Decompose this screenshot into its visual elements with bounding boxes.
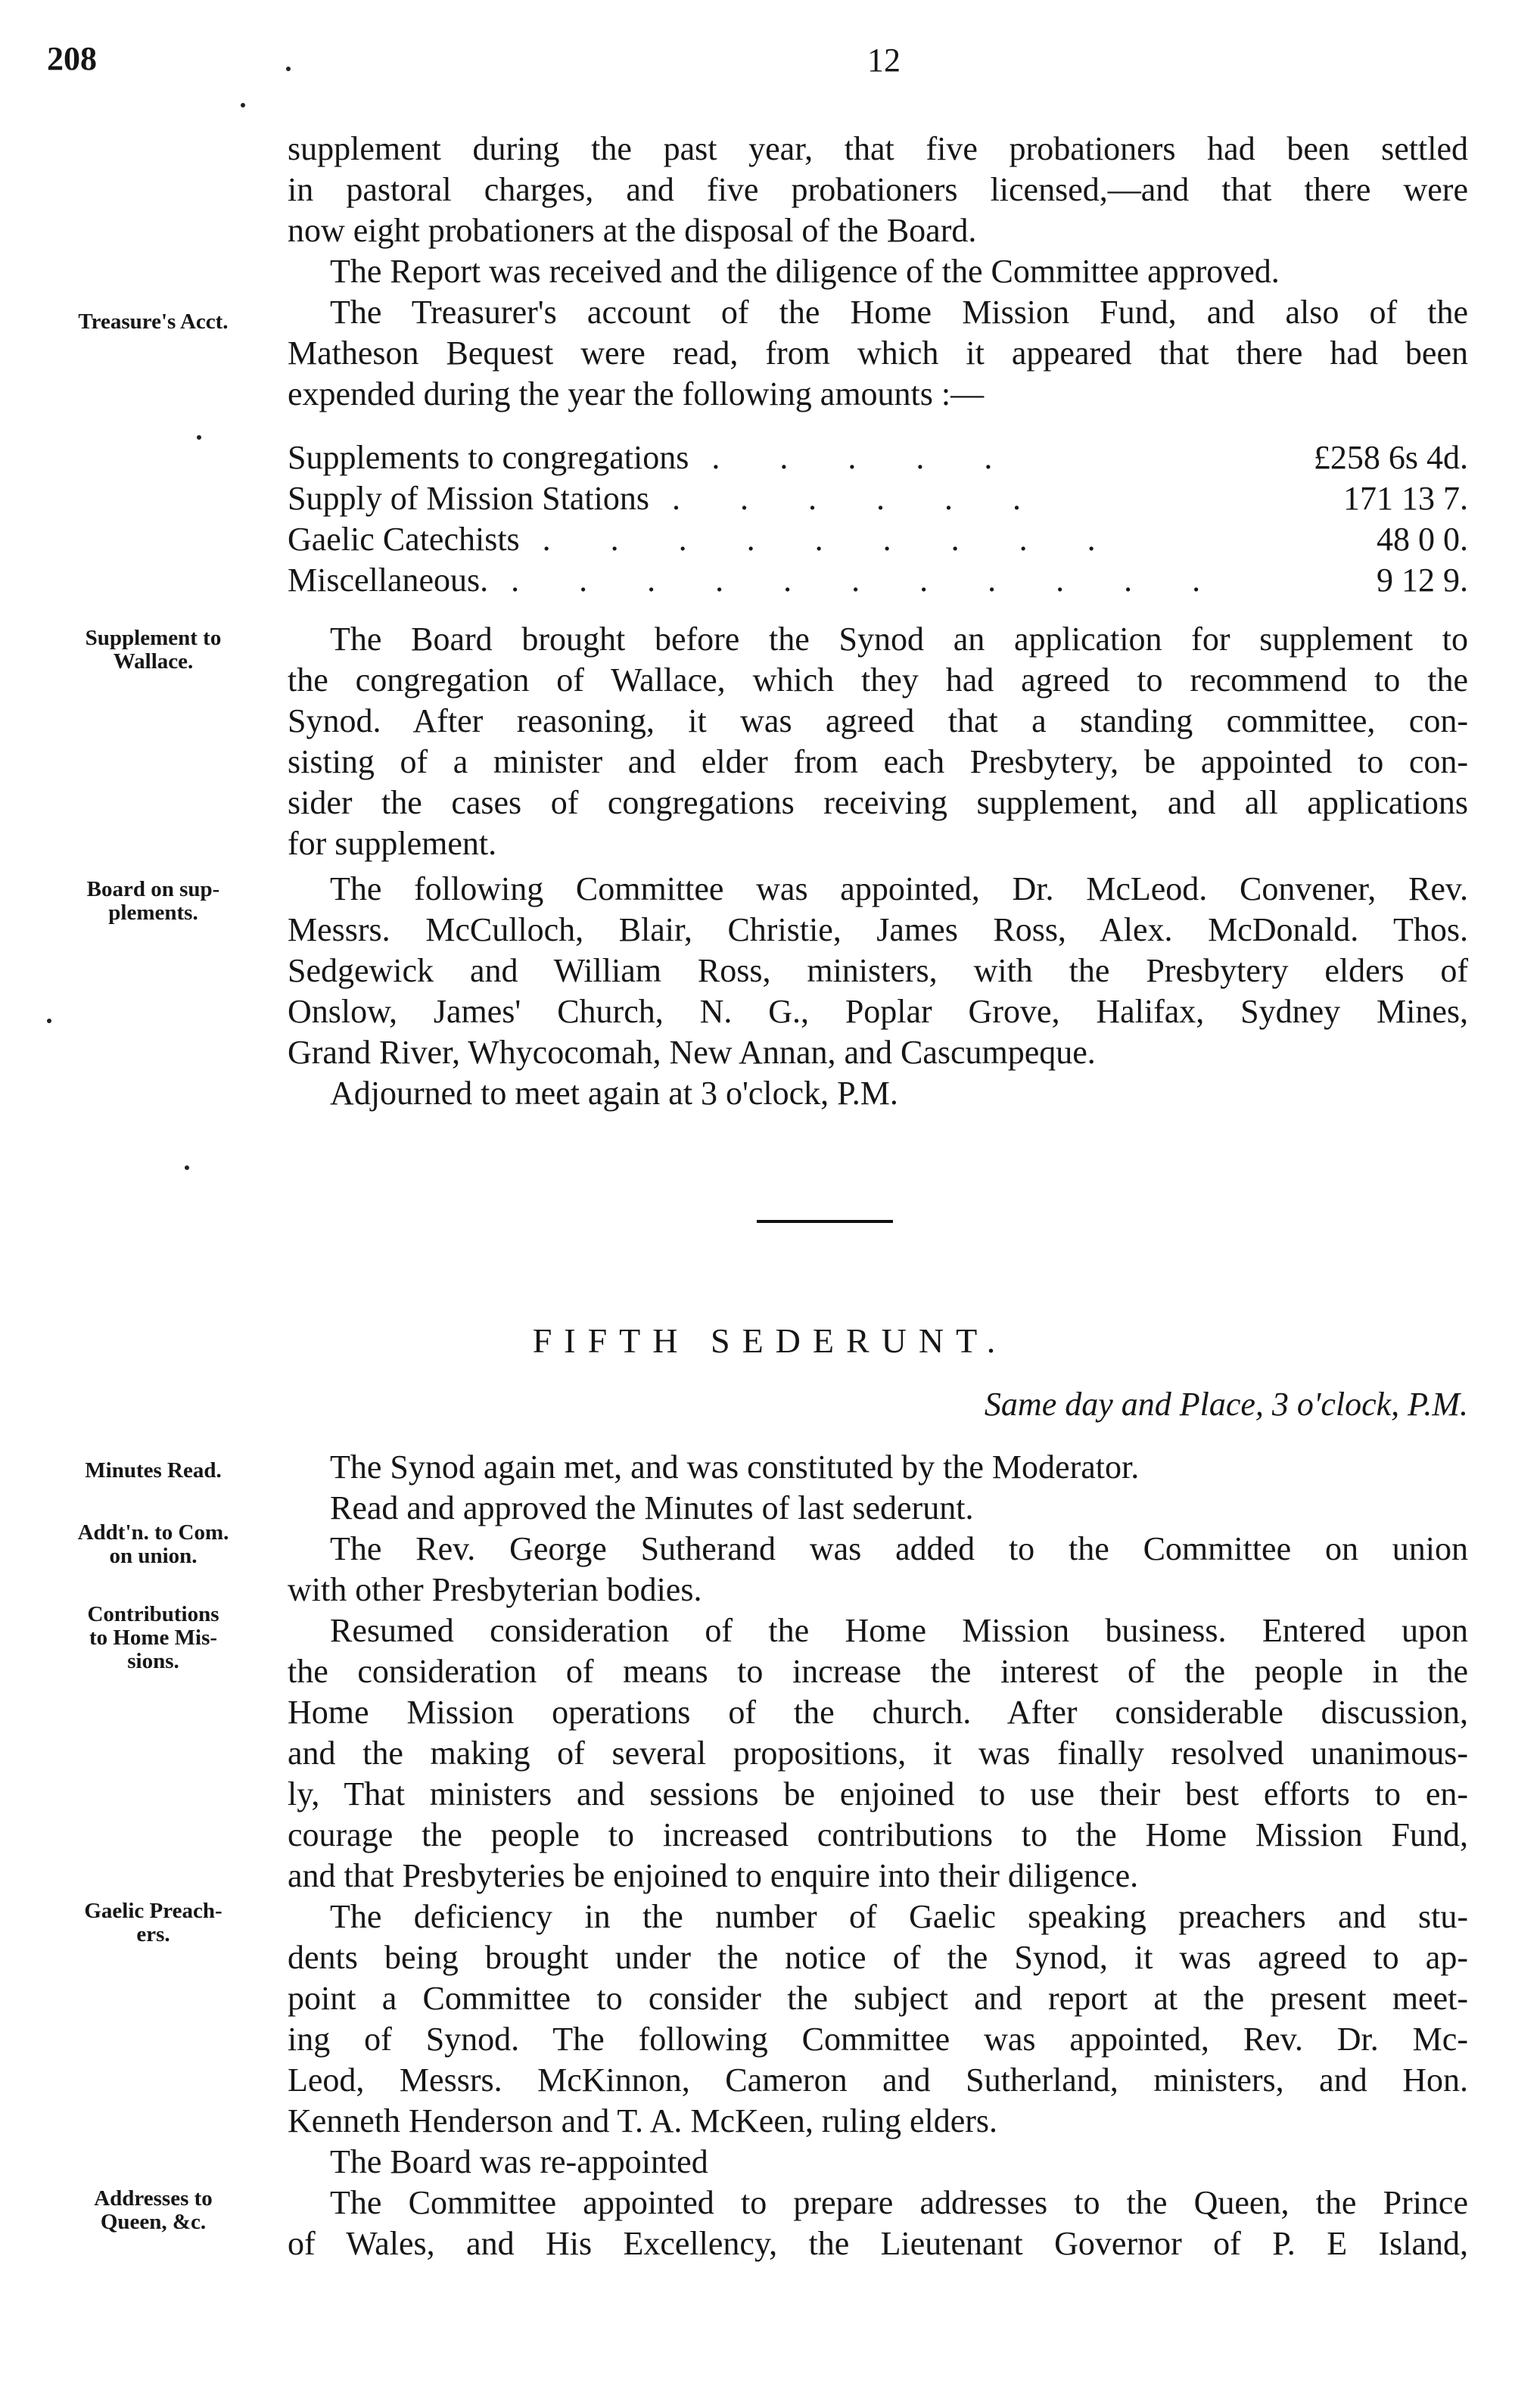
amounts-table <box>288 437 1468 601</box>
amount-value: 9 12 9. <box>1377 562 1468 599</box>
paragraph-block-2 <box>288 619 1468 864</box>
text-line: for supplement. <box>288 825 497 862</box>
margin-note-line: Board on sup- <box>86 877 220 901</box>
text-line: The Board brought before the Synod an application for supplement to <box>330 621 1468 658</box>
amount-value: 171 13 7. <box>1343 480 1468 517</box>
margin-note-line: sions. <box>127 1649 179 1673</box>
text-line: point a Committee to consider the subject and report at the present meet- <box>288 1980 1468 2017</box>
amount-label: Supplements to congregations <box>288 439 689 476</box>
dateline: Same day and Place, 3 o'clock, P.M. <box>984 1386 1468 1423</box>
text-line: Sedgewick and William Ross, ministers, with the Presbytery elders of <box>288 952 1468 989</box>
paragraph-block-1 <box>288 129 1468 415</box>
margin-note-gaelic <box>30 1900 276 1946</box>
text-line: Synod. After reasoning, it was agreed that a standing committee, con- <box>288 702 1468 739</box>
text-line: courage the people to increased contributions to the Home Mission Fund, <box>288 1816 1468 1853</box>
text-line: sider the cases of congregations receiving supplement, and all applications <box>288 784 1468 821</box>
amount-label: Supply of Mission Stations <box>288 480 649 517</box>
text-line: Resumed consideration of the Home Mission business. Entered upon <box>330 1612 1468 1649</box>
text-line: Home Mission operations of the church. After considerable discussion, <box>288 1694 1468 1731</box>
text-line: Grand River, Whycocomah, New Annan, and Cascumpeque. <box>288 1034 1096 1071</box>
text-line: and the making of several propositions, it was finally resolved unanimous- <box>288 1735 1468 1772</box>
dot-leader: . . . . . . <box>671 480 1047 517</box>
page-number: 208 <box>47 40 97 77</box>
ink-speck <box>47 1019 51 1023</box>
margin-note-line: Queen, &c. <box>100 2210 207 2234</box>
margin-note-treasurer: Treasure's Acct. <box>78 310 229 334</box>
amount-value: 48 0 0. <box>1377 521 1468 558</box>
text-line: of Wales, and His Excellency, the Lieutenant Governor of P. E Island, <box>288 2225 1468 2262</box>
text-line: in pastoral charges, and five probationers licensed,—and that there were <box>288 171 1468 208</box>
amount-row <box>288 478 1468 519</box>
margin-note-line: plements. <box>108 901 198 925</box>
margin-note-line: Wallace. <box>113 649 194 674</box>
amount-value: £258 6s 4d. <box>1313 439 1468 476</box>
margin-note-line: ers. <box>136 1922 170 1946</box>
margin-note-line: Addresses to <box>94 2186 213 2211</box>
dot-leader: . . . . . . . . . . . <box>511 562 1227 599</box>
text-line: The Report was received and the diligence of the Committee approved. <box>330 253 1280 290</box>
margin-note-line: Contributions <box>87 1602 219 1626</box>
ink-speck <box>197 435 201 440</box>
text-line: ing of Synod. The following Committee was appointed, Rev. Dr. Mc- <box>288 2021 1468 2058</box>
dot-leader: . . . . . . . . . <box>542 521 1122 558</box>
amount-label: Miscellaneous. <box>288 562 489 599</box>
section-heading: FIFTH SEDERUNT. <box>532 1321 1008 1360</box>
text-line: Read and approved the Minutes of last sederunt. <box>330 1489 974 1526</box>
text-line: The following Committee was appointed, Dr. McLeod. Convener, Rev. <box>330 870 1468 907</box>
margin-note-contributions <box>30 1603 276 1673</box>
text-line: Leod, Messrs. McKinnon, Cameron and Sutherland, ministers, and Hon. <box>288 2061 1468 2099</box>
margin-note-addresses <box>30 2187 276 2234</box>
text-line: The Rev. George Sutherand was added to the Committee on union <box>330 1530 1468 1567</box>
margin-note-board <box>30 878 276 925</box>
margin-note-line: to Home Mis- <box>89 1626 218 1650</box>
text-line: expended during the year the following amounts :— <box>288 375 985 412</box>
text-line: and that Presbyteries be enjoined to enquire into their diligence. <box>288 1857 1139 1894</box>
ink-speck <box>185 1165 189 1170</box>
text-line: Matheson Bequest were read, from which it appeared that there had been <box>288 334 1468 372</box>
amount-row <box>288 519 1468 560</box>
margin-note-line: Supplement to <box>85 626 222 650</box>
text-line: Onslow, James' Church, N. G., Poplar Grove, Halifax, Sydney Mines, <box>288 993 1468 1030</box>
text-line: Adjourned to meet again at 3 o'clock, P.M. <box>330 1075 898 1112</box>
margin-note-minutes: Minutes Read. <box>85 1458 222 1483</box>
ink-speck <box>286 67 291 71</box>
text-line: The Board was re-appointed <box>330 2143 708 2180</box>
paragraph-block-4 <box>288 1447 1468 2264</box>
text-line: The Treasurer's account of the Home Mission Fund, and also of the <box>330 294 1468 331</box>
text-line: sisting of a minister and elder from each Presbytery, be appointed to con- <box>288 743 1468 780</box>
margin-note-line: Gaelic Preach- <box>84 1899 222 1923</box>
amount-row <box>288 560 1468 601</box>
text-line: now eight probationers at the disposal of the Board. <box>288 212 977 249</box>
text-line: with other Presbyterian bodies. <box>288 1571 702 1608</box>
ink-speck <box>241 103 245 107</box>
section-rule <box>757 1220 893 1223</box>
margin-note-line: Addt'n. to Com. <box>77 1520 229 1545</box>
dot-leader: . . . . . <box>711 439 1019 476</box>
text-line: the congregation of Wallace, which they had agreed to recommend to the <box>288 661 1468 699</box>
text-line: the consideration of means to increase the interest of the people in the <box>288 1653 1468 1690</box>
text-line: supplement during the past year, that five probationers had been settled <box>288 130 1468 167</box>
text-line: dents being brought under the notice of the Synod, it was agreed to ap- <box>288 1939 1468 1976</box>
text-line: The Synod again met, and was constituted by the Moderator. <box>330 1448 1140 1486</box>
margin-note-wallace <box>30 627 276 674</box>
text-line: ly, That ministers and sessions be enjoined to use their best efforts to en- <box>288 1775 1468 1812</box>
text-line: Kenneth Henderson and T. A. McKeen, ruling elders. <box>288 2102 998 2139</box>
margin-note-union <box>30 1521 276 1568</box>
amount-label: Gaelic Catechists <box>288 521 520 558</box>
sheet-number: 12 <box>867 42 901 79</box>
margin-note-line: on union. <box>109 1544 198 1568</box>
text-line: Messrs. McCulloch, Blair, Christie, James Ross, Alex. McDonald. Thos. <box>288 911 1468 948</box>
text-line: The Committee appointed to prepare addresses to the Queen, the Prince <box>330 2184 1468 2221</box>
text-line: The deficiency in the number of Gaelic speaking preachers and stu- <box>330 1898 1468 1935</box>
amount-row <box>288 437 1468 478</box>
paragraph-block-3 <box>288 869 1468 1114</box>
